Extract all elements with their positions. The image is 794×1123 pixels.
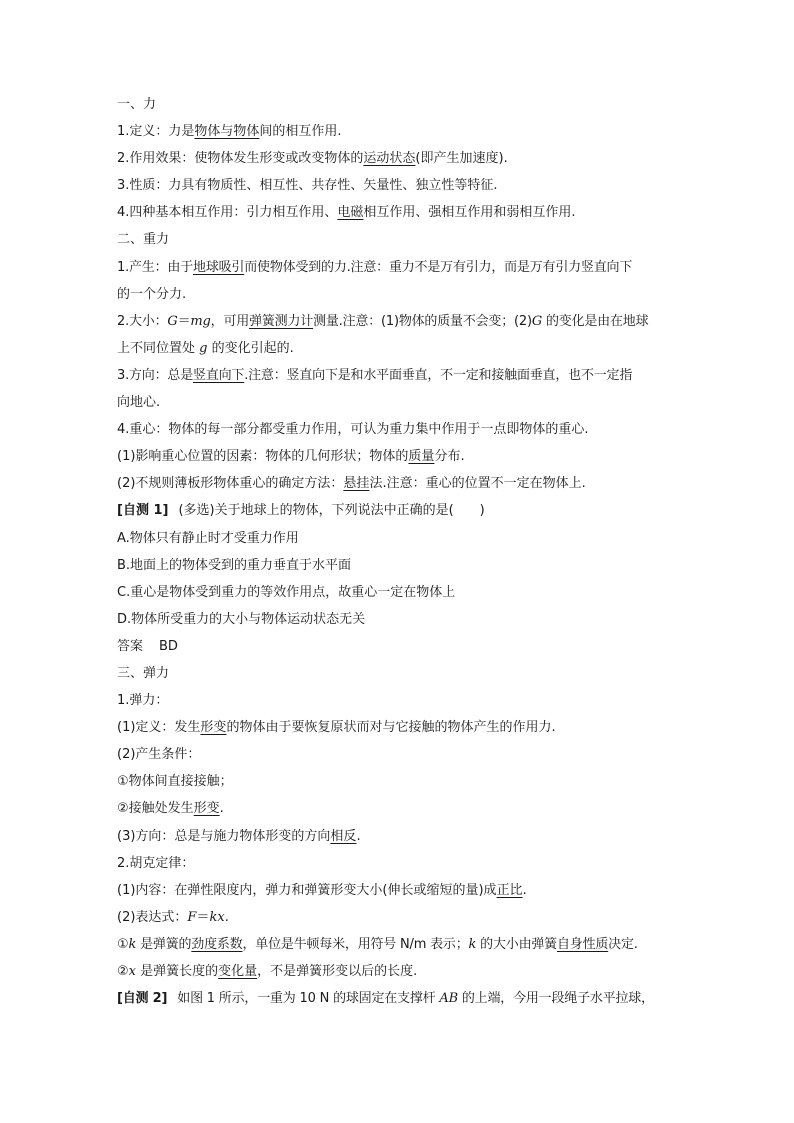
math-var: G — [531, 313, 543, 329]
paragraph — [117, 281, 687, 308]
text: 的大小由弹簧 — [476, 936, 557, 952]
text: C.重心是物体受到重力的等效作用点，故重心一定在物体上 — [117, 584, 456, 600]
paragraph — [117, 823, 687, 850]
paragraph — [117, 904, 687, 931]
math-var: k — [468, 936, 477, 952]
underlined-term: 电磁 — [337, 205, 364, 221]
underlined-term: 物体与物体 — [194, 124, 260, 140]
text: A.物体只有静止时才受重力作用 — [117, 530, 299, 546]
text: (2)不规则薄板形物体重心的确定方法： — [117, 476, 344, 492]
option-a — [117, 525, 687, 552]
paragraph — [117, 741, 687, 768]
text: 2.作用效果：使物体发生形变或改变物体的 — [117, 151, 364, 167]
answer-label: 答案 — [117, 638, 144, 654]
underlined-term: 竖直向下 — [193, 367, 245, 383]
text: 测量.注意：(1)物体的质量不会变；(2) — [313, 313, 532, 329]
math-var: kx — [209, 909, 225, 925]
text: 上不同位置处 — [117, 340, 200, 356]
paragraph — [117, 199, 687, 226]
text: .注意：竖直向下是和水平面垂直，不一定和接触面垂直，也不一定指 — [244, 367, 633, 383]
text: (3)方向：总是与施力物体形变的方向 — [117, 828, 331, 844]
text: 4.四种基本相互作用：引力相互作用、 — [117, 205, 338, 221]
text: 的变化引起的. — [207, 340, 294, 356]
text: D.物体所受重力的大小与物体运动状态无关 — [117, 611, 366, 627]
heading-gravity — [117, 226, 687, 253]
math-var: mg — [190, 313, 211, 329]
text: ① — [117, 936, 129, 952]
text: 而使物体受到的力.注意：重力不是万有引力，而是万有引力竖直向下 — [244, 259, 633, 275]
underlined-term: 悬挂 — [343, 476, 370, 492]
text: 分布. — [434, 449, 465, 465]
text: B.地面上的物体受到的重力垂直于水平面 — [117, 557, 352, 573]
text: ②接触处发生 — [117, 801, 194, 817]
text: 相互作用、强相互作用和弱相互作用. — [363, 205, 576, 221]
paragraph — [117, 145, 687, 172]
paragraph — [117, 389, 687, 416]
text: (1)内容：在弹性限度内，弹力和弹簧形变大小(伸长或缩短的量)成 — [117, 882, 497, 898]
answer — [117, 633, 687, 660]
text: . — [522, 882, 527, 898]
math-var: G — [167, 313, 178, 329]
paragraph — [117, 795, 687, 822]
paragraph — [117, 877, 687, 904]
paragraph — [117, 335, 687, 362]
text: 2.大小： — [117, 313, 168, 329]
text: . — [219, 801, 224, 817]
text: 如图 1 所示，一重为 10 N 的球固定在支撑杆 — [177, 991, 440, 1007]
underlined-term: 地球吸引 — [193, 259, 245, 275]
underlined-term: 变化量 — [218, 964, 258, 979]
math-var: F — [187, 909, 197, 925]
math-var: k — [128, 936, 137, 952]
paragraph — [117, 254, 687, 281]
paragraph — [117, 687, 687, 714]
option-b — [117, 552, 687, 579]
text: . — [224, 909, 229, 925]
text: 二、重力 — [117, 232, 170, 248]
text: 三、弹力 — [117, 665, 170, 681]
text: . — [356, 828, 361, 844]
text: 2.胡克定律： — [117, 855, 195, 871]
self-test-label: [自测 2] — [117, 991, 168, 1007]
paragraph — [117, 416, 687, 443]
text: 的上端，今用一段绳子水平拉球， — [457, 991, 654, 1007]
paragraph — [117, 958, 687, 985]
self-test-1-question — [117, 497, 687, 524]
text: (即产生加速度). — [415, 151, 508, 167]
paragraph — [117, 443, 687, 470]
page-content — [117, 91, 687, 1012]
text: 决定. — [608, 936, 638, 952]
text: 1.产生：由于 — [117, 259, 194, 275]
math-var: AB — [439, 991, 458, 1007]
text: ，单位是牛顿每米，用符号 N/m 表示； — [242, 936, 469, 952]
text: (多选)关于地球上的物体，下列说法中正确的是( ) — [178, 503, 485, 519]
heading-elastic-force — [117, 660, 687, 687]
heading-force — [117, 91, 687, 118]
text: ② — [117, 964, 129, 979]
text: 是弹簧的 — [136, 936, 192, 952]
underlined-term: 相反 — [330, 828, 357, 844]
text: 法.注意：重心的位置不一定在物体上. — [369, 476, 586, 492]
text: (2)产生条件： — [117, 747, 201, 763]
text: 4.重心：物体的每一部分都受重力作用，可认为重力集中作用于一点即物体的重心. — [117, 422, 589, 438]
text: (2)表达式： — [117, 909, 188, 925]
text: 的变化是由在地球 — [542, 313, 649, 329]
underlined-term: 形变 — [193, 801, 220, 817]
text: ①物体间直接接触； — [117, 774, 233, 790]
paragraph — [117, 768, 687, 795]
paragraph — [117, 931, 687, 958]
paragraph — [117, 172, 687, 199]
text: 3.性质：力具有物质性、相互性、共存性、矢量性、独立性等特征. — [117, 178, 498, 194]
underlined-term: 形变 — [200, 720, 227, 736]
self-test-label: [自测 1] — [117, 503, 169, 519]
paragraph — [117, 308, 687, 335]
self-test-2-question — [117, 985, 687, 1012]
math-var: x — [128, 964, 136, 979]
text: 一、力 — [117, 97, 157, 112]
text: (1)定义：发生 — [117, 720, 201, 736]
text: ，可用 — [210, 313, 250, 329]
option-d — [117, 606, 687, 633]
paragraph — [117, 362, 687, 389]
text: 1.定义：力是 — [117, 124, 195, 140]
paragraph — [117, 118, 687, 145]
underlined-term: 质量 — [408, 449, 435, 465]
math-var: g — [199, 340, 208, 356]
text: 向地心. — [117, 395, 161, 411]
underlined-term: 弹簧测力计 — [249, 313, 314, 329]
underlined-term: 自身性质 — [556, 936, 609, 952]
text: ＝ — [177, 313, 191, 329]
text: ＝ — [196, 909, 210, 925]
text: ，不是弹簧形变以后的长度. — [257, 964, 418, 979]
text: 3.方向：总是 — [117, 367, 194, 383]
text: 间的相互作用. — [259, 124, 342, 140]
text: 是弹簧长度的 — [136, 964, 219, 979]
underlined-term: 正比 — [496, 882, 523, 898]
underlined-term: 运动状态 — [363, 151, 416, 167]
text: 的物体由于要恢复原状而对与它接触的物体产生的作用力. — [226, 720, 556, 736]
paragraph — [117, 714, 687, 741]
option-c — [117, 579, 687, 606]
paragraph — [117, 470, 687, 497]
paragraph — [117, 850, 687, 877]
text: (1)影响重心位置的因素：物体的几何形状；物体的 — [117, 449, 409, 465]
text: 1.弹力： — [117, 693, 169, 709]
text: 的一个分力. — [117, 286, 187, 302]
answer-value: BD — [159, 638, 178, 654]
underlined-term: 劲度系数 — [191, 936, 243, 952]
